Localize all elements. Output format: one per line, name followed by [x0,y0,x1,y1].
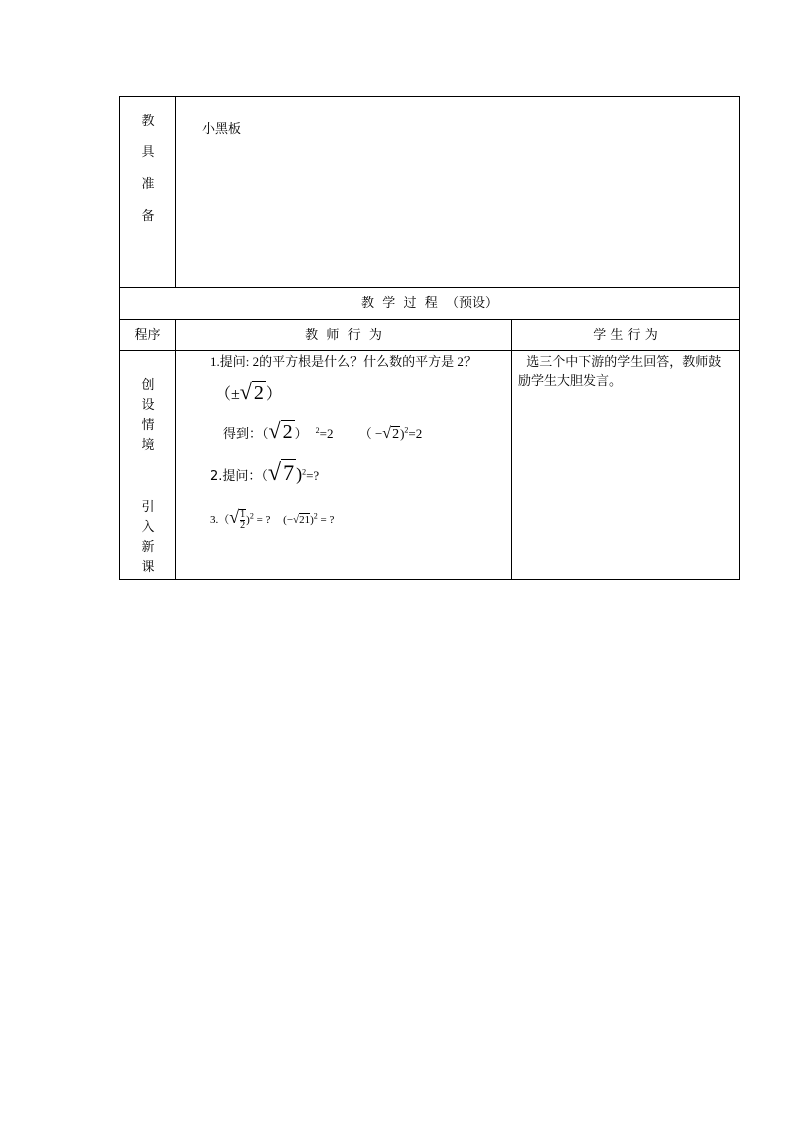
exponent: 2 [404,425,409,435]
paren-open: （± [215,386,240,403]
paren-close: ) [296,464,303,484]
exponent: 2 [302,467,307,477]
radicand: 2 [282,421,293,443]
prep-label-char: 准 [141,177,155,192]
prep-label-char: 备 [141,209,155,224]
grid-line [175,97,176,287]
row-label-char: 新 [141,540,155,555]
prep-label-char: 教 [141,114,155,129]
grid-line [120,287,739,288]
row-label-char: 设 [141,398,155,413]
prep-content: 小黑板 [202,122,242,137]
fraction-denominator: 2 [240,520,246,532]
row-label-char: 情 [141,418,155,433]
sqrt-icon: √ [268,418,281,443]
question-1: 1.提问: 2的平方根是什么？什么数的平方是 2？ [210,354,477,369]
equals-value: =? [306,468,320,483]
radicand: 2 [392,427,400,442]
sqrt-icon: √ [382,425,392,442]
row-label-char: 创 [141,378,155,393]
equals-value: =2 [319,426,334,441]
student-action-line: 励学生大胆发言。 [518,374,623,389]
question-2 [210,460,319,487]
paren-close: ) [310,514,314,526]
column-header-student: 学 生 行 为 [593,328,658,343]
sqrt-icon: √ [267,460,282,486]
paren-close: ） [265,386,282,403]
sqrt-icon: √ [229,507,240,527]
paren-close: ) [246,514,250,526]
question-3-prefix: 3.（ [210,514,230,526]
paren-close: ） [294,426,308,441]
row-label-char: 境 [141,438,155,453]
derived-prefix: 得到：（ [223,427,269,442]
grid-line [175,319,176,579]
equals-value: = ? [256,514,271,526]
lesson-plan-table [119,96,740,580]
grid-line [511,319,512,579]
paren-open: （ − [358,426,383,441]
question-3 [210,507,334,531]
row-label-char: 入 [141,520,155,535]
sqrt-icon: √ [293,514,300,526]
radicand: 21 [299,514,311,526]
derived-result [223,418,422,444]
radicand: 2 [253,382,264,404]
exponent: 2 [249,511,254,521]
prep-label-char: 具 [141,145,155,160]
grid-line [120,319,739,320]
column-header-order: 程序 [134,328,161,343]
column-header-teacher: 教 师 行 为 [305,328,382,343]
row-label-char: 引 [141,500,155,515]
student-action-line: 选三个中下游的学生回答，教师鼓 [518,355,722,370]
sqrt-icon: √ [239,379,252,404]
paren-close: ) [400,426,405,441]
exponent: 2 [315,425,320,435]
answer-plus-minus-sqrt2 [215,379,282,405]
row-label-char: 课 [141,560,155,575]
equals-value: =2 [408,426,423,441]
paren-open: (− [283,514,294,526]
process-title: 教 学 过 程 （预设） [360,296,499,311]
grid-line [120,350,739,351]
exponent: 2 [313,511,318,521]
fraction-numerator: 1 [240,509,246,521]
question-2-prefix: 2.提问：（ [210,469,268,484]
radicand: 7 [283,460,295,485]
equals-value: = ? [320,514,335,526]
